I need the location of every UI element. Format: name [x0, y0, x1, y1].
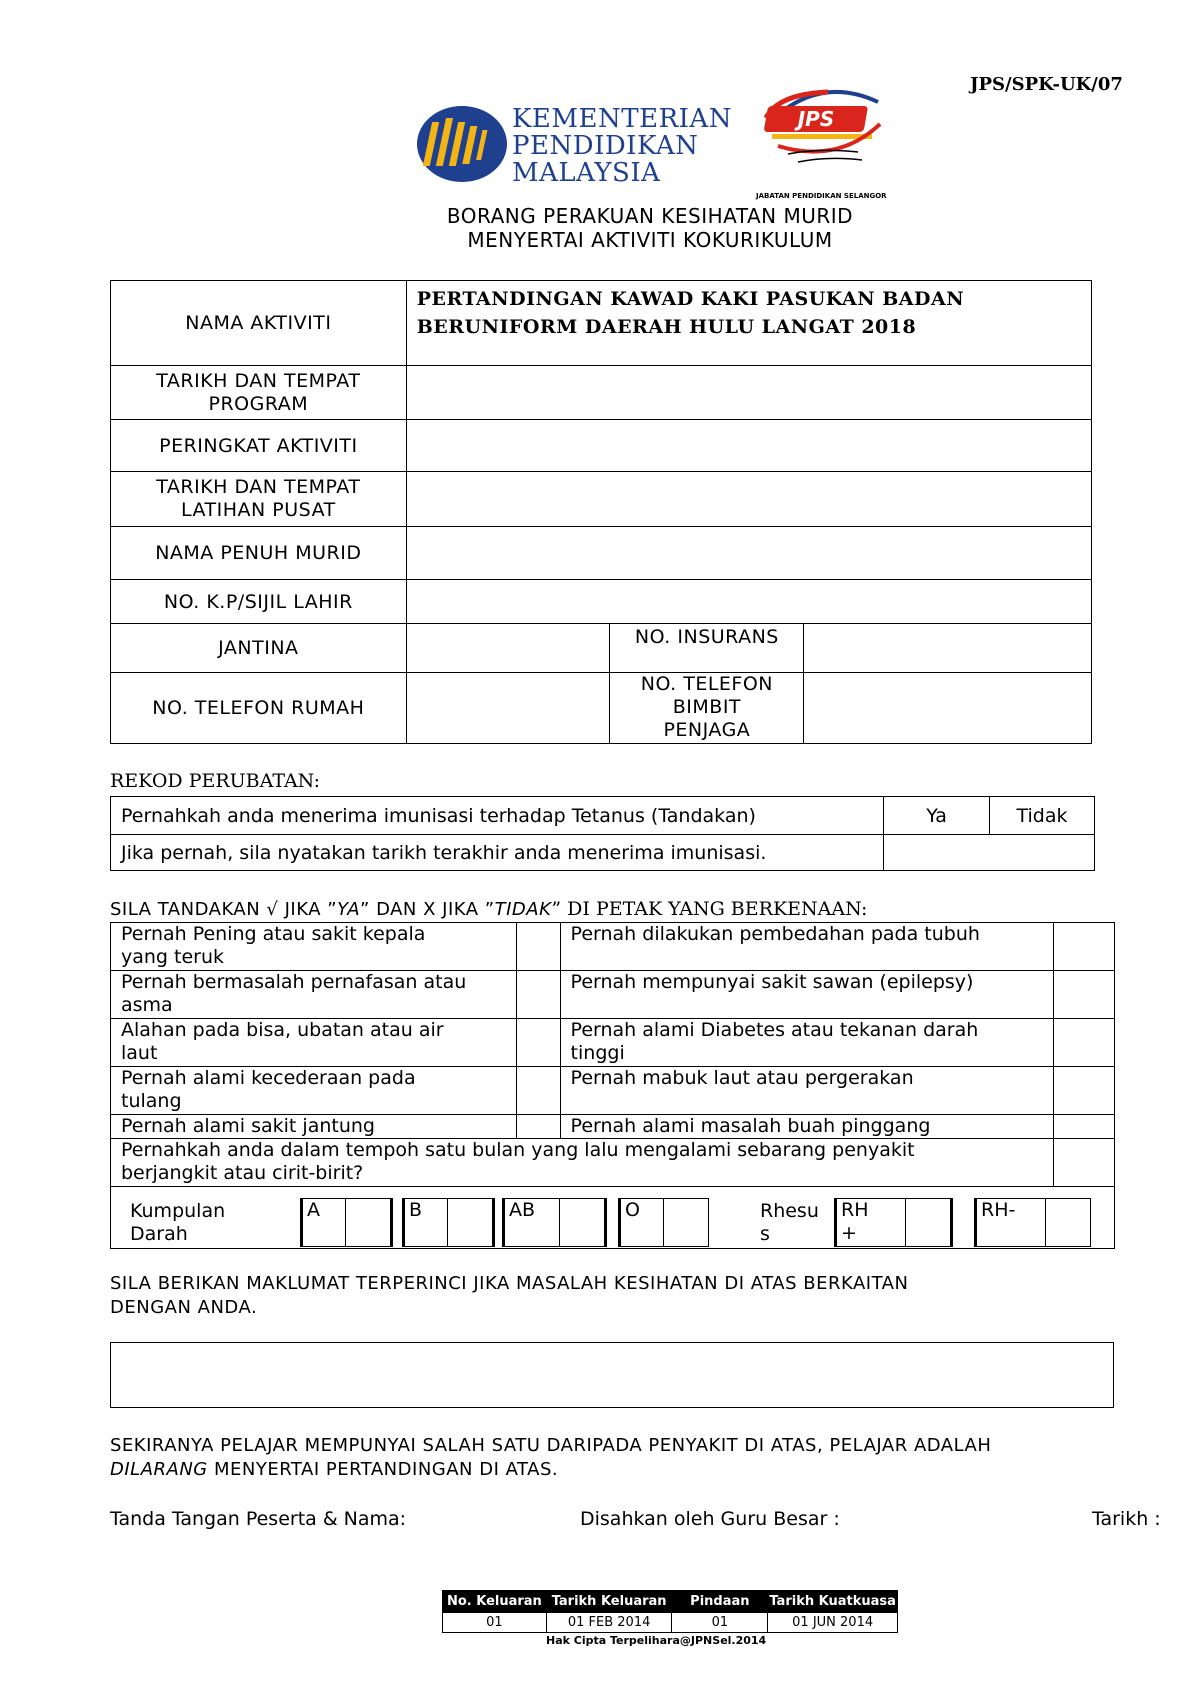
copyright-text: Hak Cipta Terpelihara@JPNSel.2014 — [546, 1634, 767, 1647]
blood-o-box — [618, 1198, 709, 1247]
rekod-perubatan-heading: REKOD PERUBATAN: — [110, 770, 321, 792]
checklist-item-left — [111, 1067, 517, 1115]
rh-positive-box — [834, 1198, 953, 1247]
checkbox-cell[interactable] — [1054, 971, 1115, 1019]
insurans-field[interactable] — [804, 624, 1092, 673]
version-table — [442, 1590, 898, 1633]
details-heading-line-2: DENGAN ANDA. — [110, 1297, 258, 1318]
kpm-text-line-3: MALAYSIA — [512, 158, 661, 188]
warning-dilarang: DILARANG — [110, 1459, 208, 1480]
version-value: 01 JUN 2014 — [768, 1613, 898, 1633]
checklist-item-right — [560, 1019, 1053, 1067]
info-table — [110, 280, 1092, 744]
tarikh-latihan-label-line-2: LATIHAN PUSAT — [181, 499, 336, 521]
telefon-bimbit-label-line-3: PENJAGA — [663, 719, 751, 741]
checkbox-cell[interactable] — [1054, 1139, 1115, 1187]
details-field[interactable] — [110, 1342, 1114, 1408]
guru-besar-signature-label: Disahkan oleh Guru Besar : — [580, 1508, 840, 1530]
nama-murid-label: NAMA PENUH MURID — [111, 527, 407, 580]
checklist-text: yang teruk — [121, 946, 225, 968]
checklist-text: Pernah alami sakit jantung — [121, 1115, 375, 1137]
nama-aktiviti-label: NAMA AKTIVITI — [111, 281, 407, 366]
kpm-text-line-1: KEMENTERIAN — [512, 104, 732, 134]
checklist-text: Pernah mabuk laut atau pergerakan — [570, 1067, 914, 1089]
checklist-text: Pernah mempunyai sakit sawan (epilepsy) — [570, 971, 974, 993]
tarikh-latihan-field[interactable] — [406, 472, 1091, 527]
checkbox-cell[interactable] — [1054, 1019, 1115, 1067]
instruction-part-1: SILA TANDAKAN √ JIKA ” — [110, 899, 338, 920]
kpm-logo — [416, 104, 508, 184]
telefon-bimbit-field[interactable] — [804, 673, 1092, 744]
tarikh-program-label-line-1: TARIKH DAN TEMPAT — [156, 369, 361, 392]
jantina-field[interactable] — [406, 624, 610, 673]
tarikh-program-label-line-2: PROGRAM — [208, 392, 309, 415]
blood-b-box — [402, 1198, 495, 1247]
blood-a-box — [300, 1198, 393, 1247]
jps-logo — [758, 84, 888, 178]
rh-negative-checkbox[interactable] — [1046, 1199, 1091, 1247]
checklist-text: tinggi — [570, 1042, 625, 1064]
peserta-signature-label: Tanda Tangan Peserta & Nama: — [110, 1508, 407, 1530]
checklist-item-left — [111, 923, 517, 971]
form-title-line-1: BORANG PERAKUAN KESIHATAN MURID — [446, 204, 854, 228]
jantina-label: JANTINA — [111, 624, 407, 673]
rh-negative-box — [974, 1198, 1091, 1247]
details-heading — [110, 1272, 908, 1320]
version-header: Tarikh Kuatkuasa — [768, 1591, 898, 1613]
imunisasi-date-field[interactable] — [884, 835, 1095, 871]
instruction-ya: YA — [337, 899, 361, 920]
checkbox-cell[interactable] — [516, 1067, 560, 1115]
checkbox-cell[interactable] — [1054, 1067, 1115, 1115]
blood-ab-label: AB — [504, 1199, 560, 1247]
version-value: 01 — [672, 1613, 768, 1633]
nama-aktiviti-value — [406, 281, 1091, 366]
checklist-text: Alahan pada bisa, ubatan atau air — [121, 1019, 444, 1041]
telefon-bimbit-label-line-1: NO. TELEFON — [640, 673, 774, 695]
details-heading-line-1: SILA BERIKAN MAKLUMAT TERPERINCI JIKA MASALAH KESIHATAN DI ATAS BERKAITAN — [110, 1273, 909, 1294]
insurans-label: NO. INSURANS — [610, 624, 804, 673]
blood-ab-box — [502, 1198, 607, 1247]
telefon-rumah-field[interactable] — [406, 673, 610, 744]
peringkat-field[interactable] — [406, 420, 1091, 472]
imunisasi-table — [110, 796, 1095, 871]
checklist-item-right — [560, 923, 1053, 971]
version-value: 01 — [443, 1613, 547, 1633]
tarikh-label: Tarikh : — [1092, 1508, 1161, 1530]
jps-logo-label: JPS — [797, 107, 835, 131]
blood-ab-checkbox[interactable] — [560, 1199, 606, 1247]
kpm-text-line-2: PENDIDIKAN — [512, 131, 699, 161]
tarikh-latihan-label-line-1: TARIKH DAN TEMPAT — [156, 476, 361, 498]
kp-label: NO. K.P/SIJIL LAHIR — [111, 580, 407, 624]
imunisasi-question: Pernahkah anda menerima imunisasi terhadap Tetanus (Tandakan) — [111, 797, 884, 835]
rh-positive-text: RH — [841, 1199, 869, 1221]
checkbox-cell[interactable] — [516, 971, 560, 1019]
jps-logo-subtitle: JABATAN PENDIDIKAN SELANGOR — [756, 192, 887, 200]
blood-b-checkbox[interactable] — [448, 1199, 494, 1247]
checklist-text: Pernah alami Diabetes atau tekanan darah — [570, 1019, 979, 1041]
checkbox-cell[interactable] — [516, 1019, 560, 1067]
blood-group-label-line-2: Darah — [130, 1223, 188, 1245]
instruction-part-3: ” DI PETAK YANG BERKENAAN: — [551, 898, 868, 920]
checklist-item-right — [560, 1115, 1053, 1139]
blood-o-label: O — [620, 1199, 664, 1247]
tarikh-latihan-label — [111, 472, 407, 527]
kpm-logo-text — [512, 106, 732, 187]
blood-a-checkbox[interactable] — [346, 1199, 392, 1247]
warning-line-1: SEKIRANYA PELAJAR MEMPUNYAI SALAH SATU DARIPADA PENYAKIT DI ATAS, PELAJAR ADALAH — [110, 1435, 992, 1456]
checklist-text: laut — [121, 1042, 158, 1064]
telefon-rumah-label: NO. TELEFON RUMAH — [111, 673, 407, 744]
checklist-text: Pernah Pening atau sakit kepala — [121, 923, 426, 945]
warning-line-2-rest: MENYERTAI PERTANDINGAN DI ATAS. — [207, 1459, 559, 1480]
rh-positive-label — [836, 1199, 906, 1247]
checklist-instruction — [110, 898, 867, 920]
rhesus-label-line-1: Rhesu — [760, 1200, 819, 1222]
checkbox-cell[interactable] — [1054, 1115, 1115, 1139]
kp-field[interactable] — [406, 580, 1091, 624]
nama-aktiviti-value-line-1: PERTANDINGAN KAWAD KAKI PASUKAN BADAN — [416, 288, 965, 310]
blood-group-label — [130, 1200, 225, 1246]
checklist-item-left — [111, 1019, 517, 1067]
rh-positive-sign: + — [841, 1222, 857, 1244]
checklist-text: Pernah alami masalah buah pinggang — [570, 1115, 931, 1137]
nama-aktiviti-value-line-2: BERUNIFORM DAERAH HULU LANGAT 2018 — [416, 316, 917, 338]
rh-negative-label: RH- — [976, 1199, 1046, 1247]
warning-text — [110, 1434, 991, 1482]
version-header: Tarikh Keluaran — [546, 1591, 672, 1613]
version-header: No. Keluaran — [443, 1591, 547, 1613]
infectious-question-line-1: Pernahkah anda dalam tempoh satu bulan yang lalu mengalami sebarang penyakit — [121, 1139, 915, 1161]
health-checklist-table — [110, 922, 1115, 1187]
tarikh-program-field[interactable] — [406, 366, 1091, 420]
blood-o-checkbox[interactable] — [664, 1199, 709, 1247]
rhesus-label-line-2: s — [760, 1223, 770, 1245]
rh-positive-checkbox[interactable] — [906, 1199, 952, 1247]
blood-a-label: A — [302, 1199, 346, 1247]
blood-b-label: B — [404, 1199, 448, 1247]
kpm-emblem-icon — [416, 104, 508, 184]
checklist-text: Pernah alami kecederaan pada — [121, 1067, 416, 1089]
rhesus-label — [760, 1200, 819, 1246]
version-value: 01 FEB 2014 — [546, 1613, 672, 1633]
checklist-item-left — [111, 971, 517, 1019]
checkbox-cell[interactable] — [516, 1115, 560, 1139]
instruction-tidak: TIDAK — [494, 899, 552, 920]
version-header: Pindaan — [672, 1591, 768, 1613]
tidak-option[interactable]: Tidak — [990, 797, 1095, 835]
instruction-part-2: ” DAN X JIKA ” — [360, 899, 495, 920]
checkbox-cell[interactable] — [516, 923, 560, 971]
form-title-line-2: MENYERTAI AKTIVITI KOKURIKULUM — [467, 228, 833, 252]
jps-emblem-icon — [758, 84, 888, 178]
ya-option[interactable]: Ya — [884, 797, 990, 835]
telefon-bimbit-label-line-2: BIMBIT — [672, 696, 742, 718]
telefon-bimbit-label — [610, 673, 804, 744]
checklist-item-left — [111, 1115, 517, 1139]
checkbox-cell[interactable] — [1054, 923, 1115, 971]
infectious-question — [111, 1139, 1054, 1187]
imunisasi-date-question: Jika pernah, sila nyatakan tarikh terakhir anda menerima imunisasi. — [111, 835, 884, 871]
checklist-text: asma — [121, 994, 173, 1016]
checklist-item-right — [560, 1067, 1053, 1115]
document-code: JPS/SPK-UK/07 — [970, 74, 1123, 95]
checklist-text: Pernah dilakukan pembedahan pada tubuh — [570, 923, 980, 945]
blood-group-row — [110, 1186, 1115, 1249]
checklist-text: tulang — [121, 1090, 182, 1112]
nama-murid-field[interactable] — [406, 527, 1091, 580]
blood-group-label-line-1: Kumpulan — [130, 1200, 226, 1222]
checklist-text: Pernah bermasalah pernafasan atau — [121, 971, 467, 993]
infectious-question-line-2: berjangkit atau cirit-birit? — [121, 1162, 364, 1184]
tarikh-program-label — [111, 366, 407, 420]
peringkat-label: PERINGKAT AKTIVITI — [111, 420, 407, 472]
checklist-item-right — [560, 971, 1053, 1019]
warning-line-2 — [110, 1458, 991, 1482]
